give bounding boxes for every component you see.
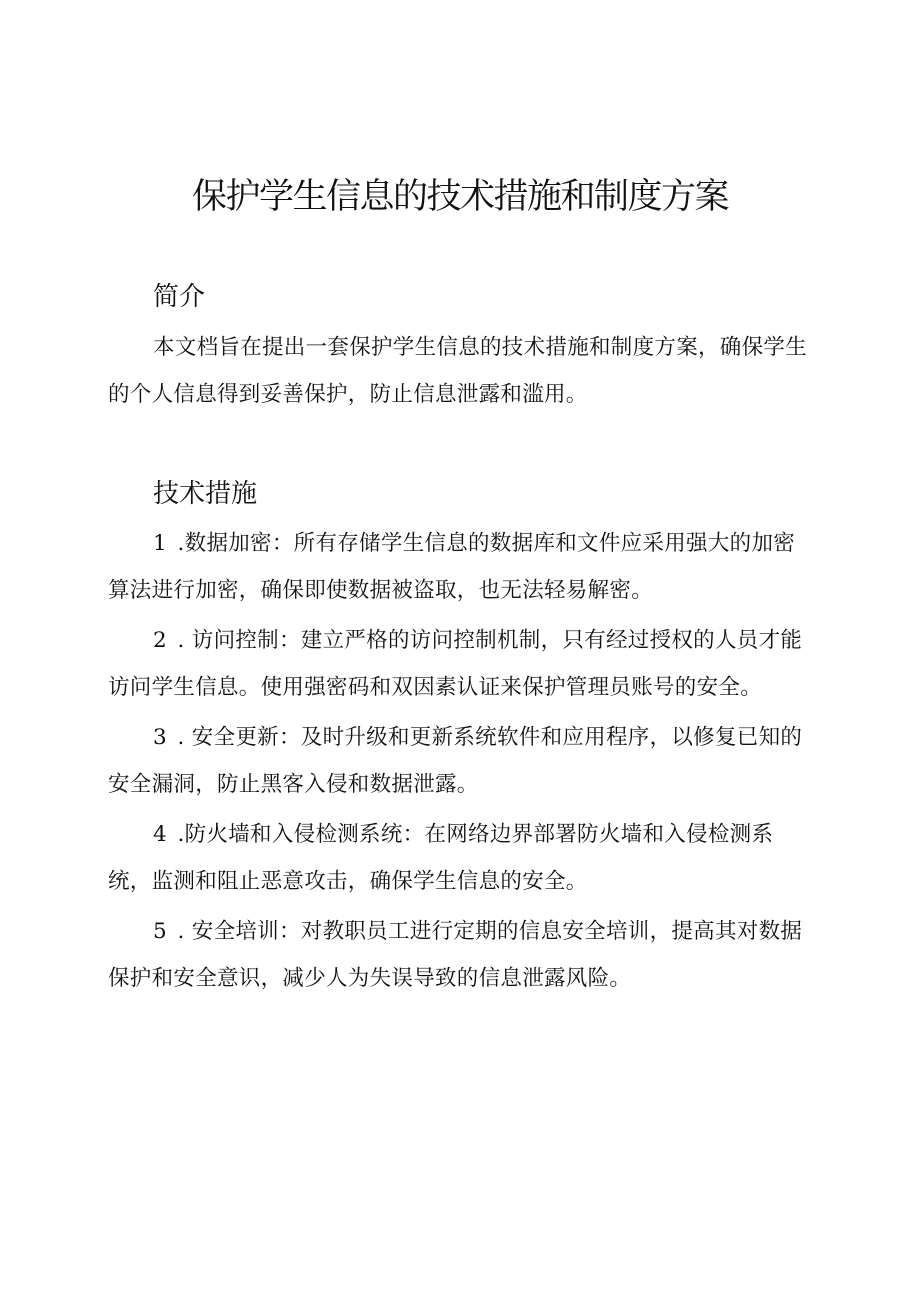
list-item-text: .防火墙和入侵检测系统：在网络边界部署防火墙和入侵检测系统，监测和阻止恶意攻击，确保学生信息的安全。 [108,822,774,894]
list-item-number: 4 [153,822,178,847]
list-item [108,520,812,614]
list-item [108,811,812,905]
list-item-number: 5 [153,919,178,944]
list-item-number: 3 [153,725,178,750]
list-item-text: . 安全更新：及时升级和更新系统软件和应用程序，以修复已知的安全漏洞，防止黑客入侵和数据泄露。 [108,725,803,797]
list-item-text: . 安全培训：对教职员工进行定期的信息安全培训，提高其对数据保护和安全意识，减少人为失误导致的信息泄露风险。 [108,919,803,991]
section-heading-technical-measures: 技术措施 [153,479,258,509]
list-item-text: . 访问控制：建立严格的访问控制机制，只有经过授权的人员才能访问学生信息。使用强密码和双因素认证来保护管理员账号的安全。 [108,628,803,700]
list-item-number: 2 [153,628,178,653]
document-title: 保护学生信息的技术措施和制度方案 [191,177,728,217]
list-item [108,908,812,1002]
list-item-text: .数据加密：所有存储学生信息的数据库和文件应采用强大的加密算法进行加密，确保即使数据被盗取，也无法轻易解密。 [108,531,796,603]
list-item [108,714,812,808]
list-item [108,617,812,711]
list-item-number: 1 [153,531,178,556]
section-heading-intro: 简介 [153,282,206,312]
intro-paragraph: 本文档旨在提出一套保护学生信息的技术措施和制度方案，确保学生的个人信息得到妥善保护，防止信息泄露和滥用。 [108,335,808,407]
